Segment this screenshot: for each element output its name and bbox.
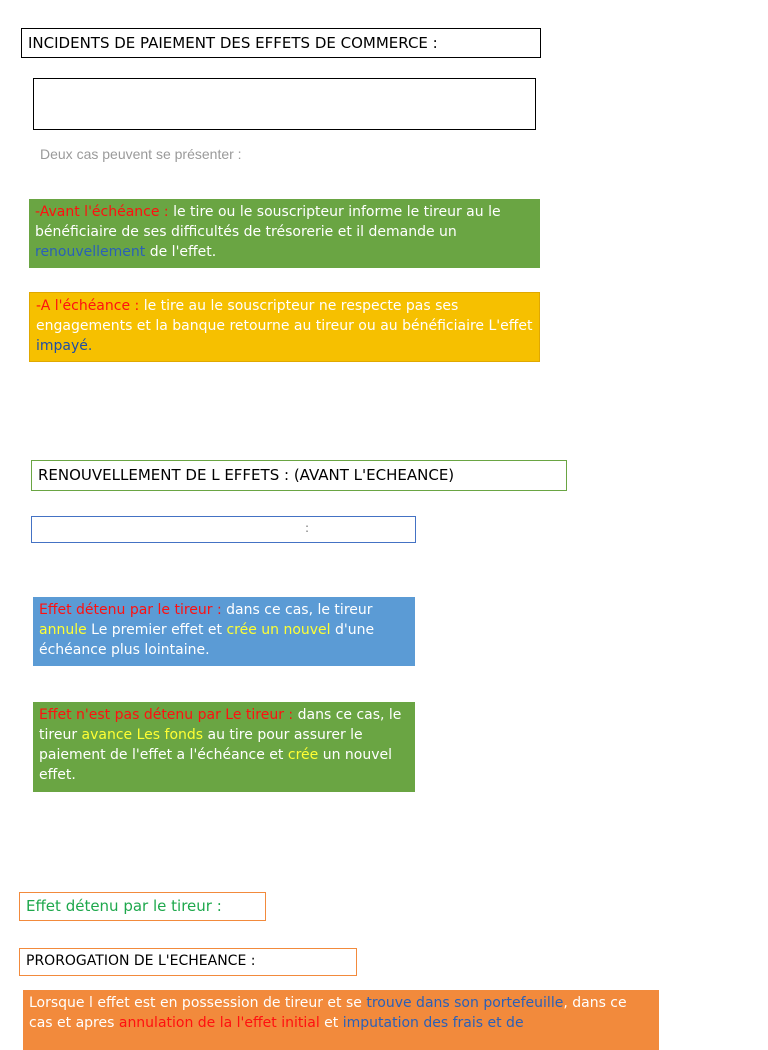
case-before-due-date — [29, 199, 540, 268]
case-held-text1: dans ce cas, le tireur — [221, 602, 373, 618]
case-before-text-end: de l'effet. — [145, 244, 217, 260]
case-at-highlight: impayé. — [36, 338, 93, 354]
case-held-text3: d'une échéance plus lointaine. — [39, 622, 375, 658]
case-not-held-text1: dans ce cas, le tireur — [39, 707, 402, 743]
empty-box-2 — [31, 516, 416, 543]
case-before-label: -Avant l'échéance : — [35, 204, 169, 220]
case-not-held-text2: au tire pour assurer le paiement de l'effet a l'échéance et — [39, 727, 363, 763]
case-not-held-hl1: avance Les fonds — [81, 727, 204, 743]
case-at-text: le tire au le souscripteur ne respecte pas ses engagements et la banque retourne au tireur ou au bénéficiaire L'effet — [36, 298, 533, 334]
empty-box-2-colon: : — [305, 521, 310, 535]
main-title: INCIDENTS DE PAIEMENT DES EFFETS DE COMMERCE : — [21, 28, 541, 58]
case-prorogation-text3: et — [319, 1015, 343, 1031]
case-held-text2: Le premier effet et — [86, 622, 227, 638]
case-held-hl1: annule — [39, 622, 87, 638]
case-before-highlight: renouvellement — [35, 244, 146, 260]
case-prorogation-hl1: trouve dans son portefeuille — [366, 995, 564, 1011]
case-held-by-drawer — [33, 597, 415, 666]
case-prorogation-hl3: imputation des frais et de — [342, 1015, 524, 1031]
case-held-hl2: crée un nouvel — [226, 622, 331, 638]
case-held-label: Effet détenu par le tireur : — [39, 602, 222, 618]
empty-box-1 — [33, 78, 536, 130]
held-by-drawer-title: Effet détenu par le tireur : — [19, 892, 266, 921]
renewal-title: RENOUVELLEMENT DE L EFFETS : (AVANT L'ECHEANCE) — [31, 460, 567, 491]
intro-text: Deux cas peuvent se présenter : — [40, 146, 242, 162]
case-before-text: le tire ou le souscripteur informe le tireur au le bénéficiaire de ses difficultés de trésorerie et il demande un — [35, 204, 501, 240]
case-at-due-date — [29, 292, 540, 362]
case-at-label: -A l'échéance : — [36, 298, 140, 314]
case-prorogation — [23, 990, 659, 1050]
prorogation-title: PROROGATION DE L'ECHEANCE : — [19, 948, 357, 976]
case-not-held-hl2: crée — [287, 747, 319, 763]
case-prorogation-text1: Lorsque l effet est en possession de tireur et se — [29, 995, 367, 1011]
case-prorogation-hl2: annulation de la l'effet initial — [118, 1015, 320, 1031]
case-prorogation-text2: , dans ce cas et apres — [29, 995, 627, 1031]
case-not-held-label: Effet n'est pas détenu par Le tireur : — [39, 707, 294, 723]
case-not-held-by-drawer — [33, 702, 415, 792]
case-not-held-text3: un nouvel effet. — [39, 747, 392, 783]
